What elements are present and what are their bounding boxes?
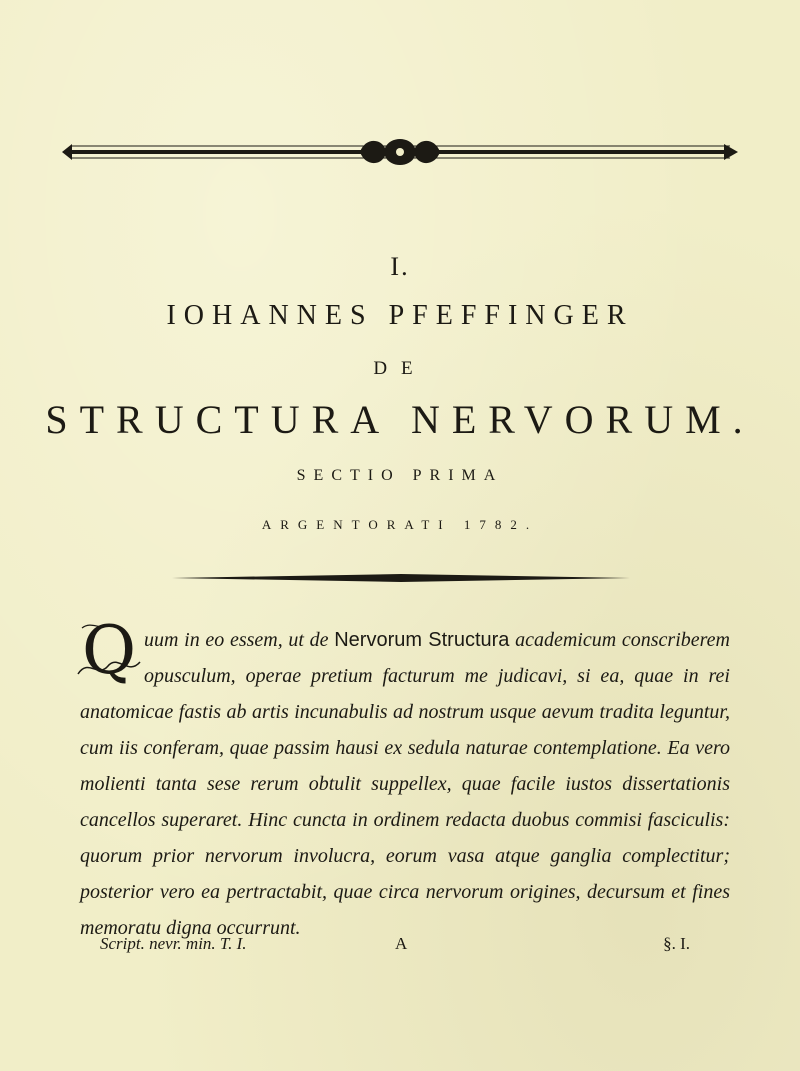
body-text-emphasis: Nervorum Structura <box>334 629 510 651</box>
running-title: Script. nevr. min. T. I. <box>100 934 247 953</box>
body-paragraph <box>80 612 730 946</box>
body-text-part-1: uum in eo essem, ut de <box>144 629 335 651</box>
author-name: IOHANNES PFEFFINGER <box>166 300 634 331</box>
chapter-number: I. <box>390 252 410 281</box>
imprint-line: ARGENTORATI 1782. <box>261 517 539 532</box>
title-preposition: DE <box>373 358 427 379</box>
signature-mark: A <box>395 934 408 953</box>
section-heading: SECTIO PRIMA <box>296 467 504 484</box>
drop-cap <box>80 612 138 689</box>
work-title: STRUCTURA NERVORUM. <box>45 397 755 442</box>
catchword: §. I. <box>663 934 690 953</box>
page-footer <box>100 934 690 960</box>
body-text-part-2: academicum conscriberem opusculum, operae pretium facturum me judicavi, si ea, quae in rei anatomicae fastis ab artis incunabulis ad nostrum usque aevum tradita leguntur, cum iis conferam, quae passim hausi ex sedula naturae contemplatione. Ea vero molienti tanta sese rerum obtulit suppellex, quae facile iustos dissertationis cancellos superaret. Hinc cuncta in ordinem redacta duobus commisi fasciculis: quorum prior nervorum involucra, eorum vasa atque ganglia complectitur; posterior vero ea pertractabit, quae circa nervorum origines, decursum et fines memoratu digna occurrunt. <box>80 629 730 939</box>
drop-cap-ornament-icon <box>74 618 144 684</box>
ornament-headband <box>60 132 740 172</box>
drop-cap-letter: Q <box>81 612 137 689</box>
divider-rule <box>172 572 630 584</box>
